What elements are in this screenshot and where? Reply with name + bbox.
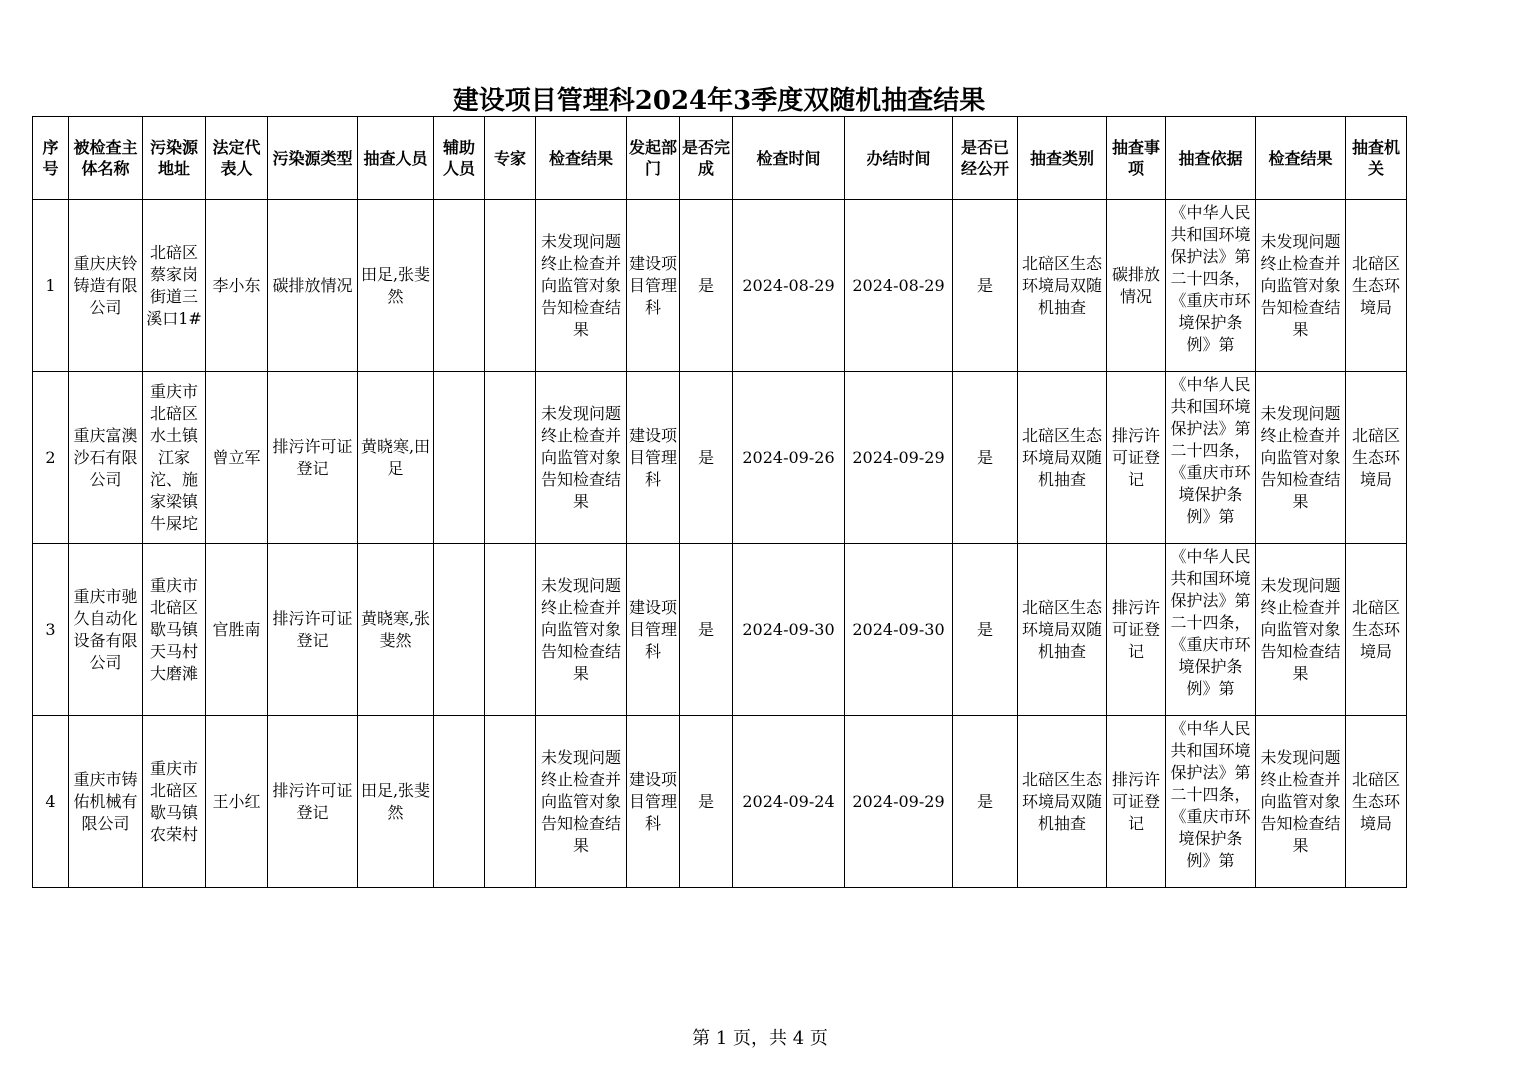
cell-item: 碳排放情况 [1107,200,1166,372]
cell-completed: 是 [680,716,733,888]
cell-authority: 北碚区生态环境局 [1346,372,1407,544]
cell-result-2: 未发现问题终止检查并向监管对象告知检查结果 [1256,716,1346,888]
cell-experts [485,372,536,544]
cell-result: 未发现问题终止检查并向监管对象告知检查结果 [536,372,627,544]
col-header-basis: 抽查依据 [1166,117,1256,200]
cell-inspect-time: 2024-09-24 [733,716,845,888]
cell-basis-text: 《中华人民共和国环境保护法》第二十四条，《重庆市环境保护条例》第 [1170,375,1251,526]
col-header-close-time: 办结时间 [845,117,953,200]
cell-department: 建设项目管理科 [627,200,680,372]
cell-assistants [434,544,485,716]
cell-subject: 重庆富澳沙石有限公司 [69,372,143,544]
cell-completed: 是 [680,544,733,716]
cell-category: 北碚区生态环境局双随机抽查 [1018,372,1107,544]
table-row [33,200,1407,372]
col-header-assistants: 辅助人员 [434,117,485,200]
cell-basis [1166,716,1256,888]
cell-basis [1166,200,1256,372]
cell-inspectors: 田足,张斐然 [358,200,434,372]
cell-source-type: 排污许可证登记 [268,372,358,544]
cell-subject: 重庆庆铃铸造有限公司 [69,200,143,372]
col-header-inspectors: 抽查人员 [358,117,434,200]
cell-index: 4 [33,716,69,888]
col-header-result-2: 检查结果 [1256,117,1346,200]
cell-public: 是 [953,544,1018,716]
cell-basis-text: 《中华人民共和国环境保护法》第二十四条，《重庆市环境保护条例》第 [1170,719,1251,870]
cell-inspectors: 黄晓寒,张斐然 [358,544,434,716]
cell-experts [485,716,536,888]
cell-index: 3 [33,544,69,716]
cell-result: 未发现问题终止检查并向监管对象告知检查结果 [536,200,627,372]
cell-result-2: 未发现问题终止检查并向监管对象告知检查结果 [1256,200,1346,372]
page-title: 建设项目管理科2024年3季度双随机抽查结果 [452,86,986,116]
cell-category: 北碚区生态环境局双随机抽查 [1018,716,1107,888]
cell-address: 北碚区蔡家岗街道三溪口1# [143,200,206,372]
col-header-department: 发起部门 [627,117,680,200]
cell-result-2: 未发现问题终止检查并向监管对象告知检查结果 [1256,544,1346,716]
cell-public: 是 [953,372,1018,544]
cell-inspect-time: 2024-08-29 [733,200,845,372]
col-header-index: 序号 [33,117,69,200]
cell-legal-rep: 李小东 [206,200,268,372]
cell-assistants [434,716,485,888]
cell-address: 重庆市北碚区歇马镇农荣村 [143,716,206,888]
cell-result: 未发现问题终止检查并向监管对象告知检查结果 [536,716,627,888]
inspection-results-table [32,116,1407,888]
cell-source-type: 排污许可证登记 [268,544,358,716]
header-row [33,117,1407,200]
cell-legal-rep: 曾立军 [206,372,268,544]
col-header-authority: 抽查机关 [1346,117,1407,200]
cell-basis-text: 《中华人民共和国环境保护法》第二十四条，《重庆市环境保护条例》第 [1170,203,1251,354]
col-header-inspect-time: 检查时间 [733,117,845,200]
cell-close-time: 2024-09-30 [845,544,953,716]
cell-authority: 北碚区生态环境局 [1346,544,1407,716]
cell-item: 排污许可证登记 [1107,544,1166,716]
col-header-result: 检查结果 [536,117,627,200]
cell-public: 是 [953,200,1018,372]
cell-close-time: 2024-08-29 [845,200,953,372]
cell-assistants [434,372,485,544]
cell-basis-text: 《中华人民共和国环境保护法》第二十四条，《重庆市环境保护条例》第 [1170,547,1251,698]
cell-index: 1 [33,200,69,372]
col-header-experts: 专家 [485,117,536,200]
cell-item: 排污许可证登记 [1107,372,1166,544]
table-row [33,372,1407,544]
cell-completed: 是 [680,200,733,372]
cell-subject: 重庆市铸佑机械有限公司 [69,716,143,888]
cell-authority: 北碚区生态环境局 [1346,200,1407,372]
cell-inspect-time: 2024-09-26 [733,372,845,544]
col-header-legal-rep: 法定代表人 [206,117,268,200]
table-row [33,716,1407,888]
cell-inspect-time: 2024-09-30 [733,544,845,716]
cell-address: 重庆市北碚区歇马镇天马村大磨滩 [143,544,206,716]
table-row [33,544,1407,716]
cell-legal-rep: 官胜南 [206,544,268,716]
cell-close-time: 2024-09-29 [845,716,953,888]
col-header-category: 抽查类别 [1018,117,1107,200]
cell-authority: 北碚区生态环境局 [1346,716,1407,888]
cell-close-time: 2024-09-29 [845,372,953,544]
cell-public: 是 [953,716,1018,888]
cell-department: 建设项目管理科 [627,544,680,716]
cell-experts [485,544,536,716]
cell-index: 2 [33,372,69,544]
col-header-source-type: 污染源类型 [268,117,358,200]
col-header-public: 是否已经公开 [953,117,1018,200]
cell-completed: 是 [680,372,733,544]
cell-legal-rep: 王小红 [206,716,268,888]
page-footer: 第 1 页，共 4 页 [692,1028,828,1049]
cell-category: 北碚区生态环境局双随机抽查 [1018,544,1107,716]
cell-subject: 重庆市驰久自动化设备有限公司 [69,544,143,716]
col-header-item: 抽查事项 [1107,117,1166,200]
cell-inspectors: 黄晓寒,田足 [358,372,434,544]
cell-department: 建设项目管理科 [627,716,680,888]
col-header-address: 污染源地址 [143,117,206,200]
cell-item: 排污许可证登记 [1107,716,1166,888]
cell-basis [1166,544,1256,716]
cell-inspectors: 田足,张斐然 [358,716,434,888]
cell-basis [1166,372,1256,544]
cell-experts [485,200,536,372]
cell-source-type: 排污许可证登记 [268,716,358,888]
cell-result-2: 未发现问题终止检查并向监管对象告知检查结果 [1256,372,1346,544]
cell-source-type: 碳排放情况 [268,200,358,372]
col-header-subject: 被检查主体名称 [69,117,143,200]
cell-address: 重庆市北碚区水土镇江家沱、施家梁镇牛屎坨 [143,372,206,544]
cell-department: 建设项目管理科 [627,372,680,544]
col-header-completed: 是否完成 [680,117,733,200]
cell-category: 北碚区生态环境局双随机抽查 [1018,200,1107,372]
cell-result: 未发现问题终止检查并向监管对象告知检查结果 [536,544,627,716]
cell-assistants [434,200,485,372]
